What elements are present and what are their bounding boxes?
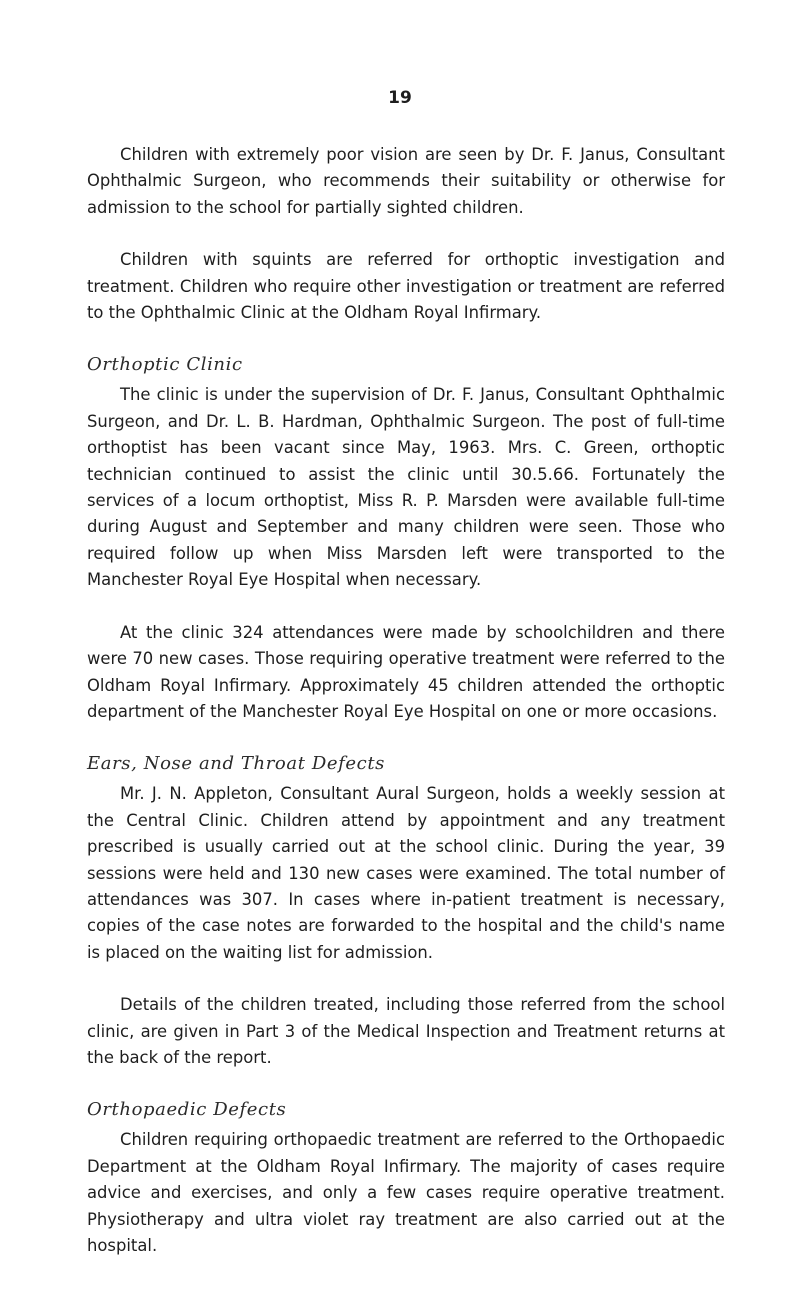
paragraph: Details of the children treated, including those referred from the school clinic, are given in Part 3 of the Medical Inspection and Treatment returns at the back of the report. (87, 995, 725, 1067)
paragraph: The clinic is under the supervision of Dr. F. Janus, Consultant Ophthalmic Surgeon, and Dr. L. B. Hardman, Ophthalmic Surgeon. The post of full-time orthoptist has been vacant since May, 1963. Mrs. C. Green, orthoptic technician continued to assist the clinic until 30.5.66. Fortunately the services of a locum orthoptist, Miss R. P. Marsden were available full-time during August and September and many children were seen. Those who required follow up when Miss Marsden left were transported to the Manchester Royal Eye Hospital when necessary. (87, 385, 725, 590)
section-orthoptic-clinic (87, 352, 725, 725)
section-heading: Ears, Nose and Throat Defects (87, 753, 385, 775)
paragraph: Mr. J. N. Appleton, Consultant Aural Surgeon, holds a weekly session at the Central Clinic. Children attend by appointment and any treatment prescribed is usually carried out at the school clinic. During the year, 39 sessions were held and 130 new cases were examined. The total number of attendances was 307. In cases where in-patient treatment is necessary, copies of the case notes are forwarded to the hospital and the child's name is placed on the waiting list for admission. (87, 784, 725, 962)
paragraph-poor-vision: Children with extremely poor vision are seen by Dr. F. Janus, Consultant Ophthalmic Surgeon, who recommends their suitability or otherwise for admission to the school for partially sighted children. (87, 145, 725, 217)
section-ent-defects (87, 751, 725, 1071)
section-heading: Orthopaedic Defects (87, 1099, 287, 1121)
paragraph: Children requiring orthopaedic treatment are referred to the Orthopaedic Department at the Oldham Royal Infirmary. The majority of cases require advice and exercises, and only a few cases require operative treatment. Physiotherapy and ultra violet ray treatment are also carried out at the hospital. (87, 1130, 725, 1255)
document-body (87, 142, 725, 1259)
paragraph: At the clinic 324 attendances were made by schoolchildren and there were 70 new cases. Those requiring operative treatment were referred to the Oldham Royal Infirmary. Approximately 45 children attended the orthoptic department of the Manchester Royal Eye Hospital on one or more occasions. (87, 622, 725, 721)
paragraph-squints: Children with squints are referred for orthoptic investigation and treatment. Children who require other investigation or treatment are referred to the Ophthalmic Clinic at the Oldham Royal Infirmary. (87, 250, 725, 323)
section-heading: Orthoptic Clinic (87, 354, 243, 376)
page-number: 19 (388, 88, 412, 108)
section-orthopaedic-defects (87, 1097, 725, 1259)
